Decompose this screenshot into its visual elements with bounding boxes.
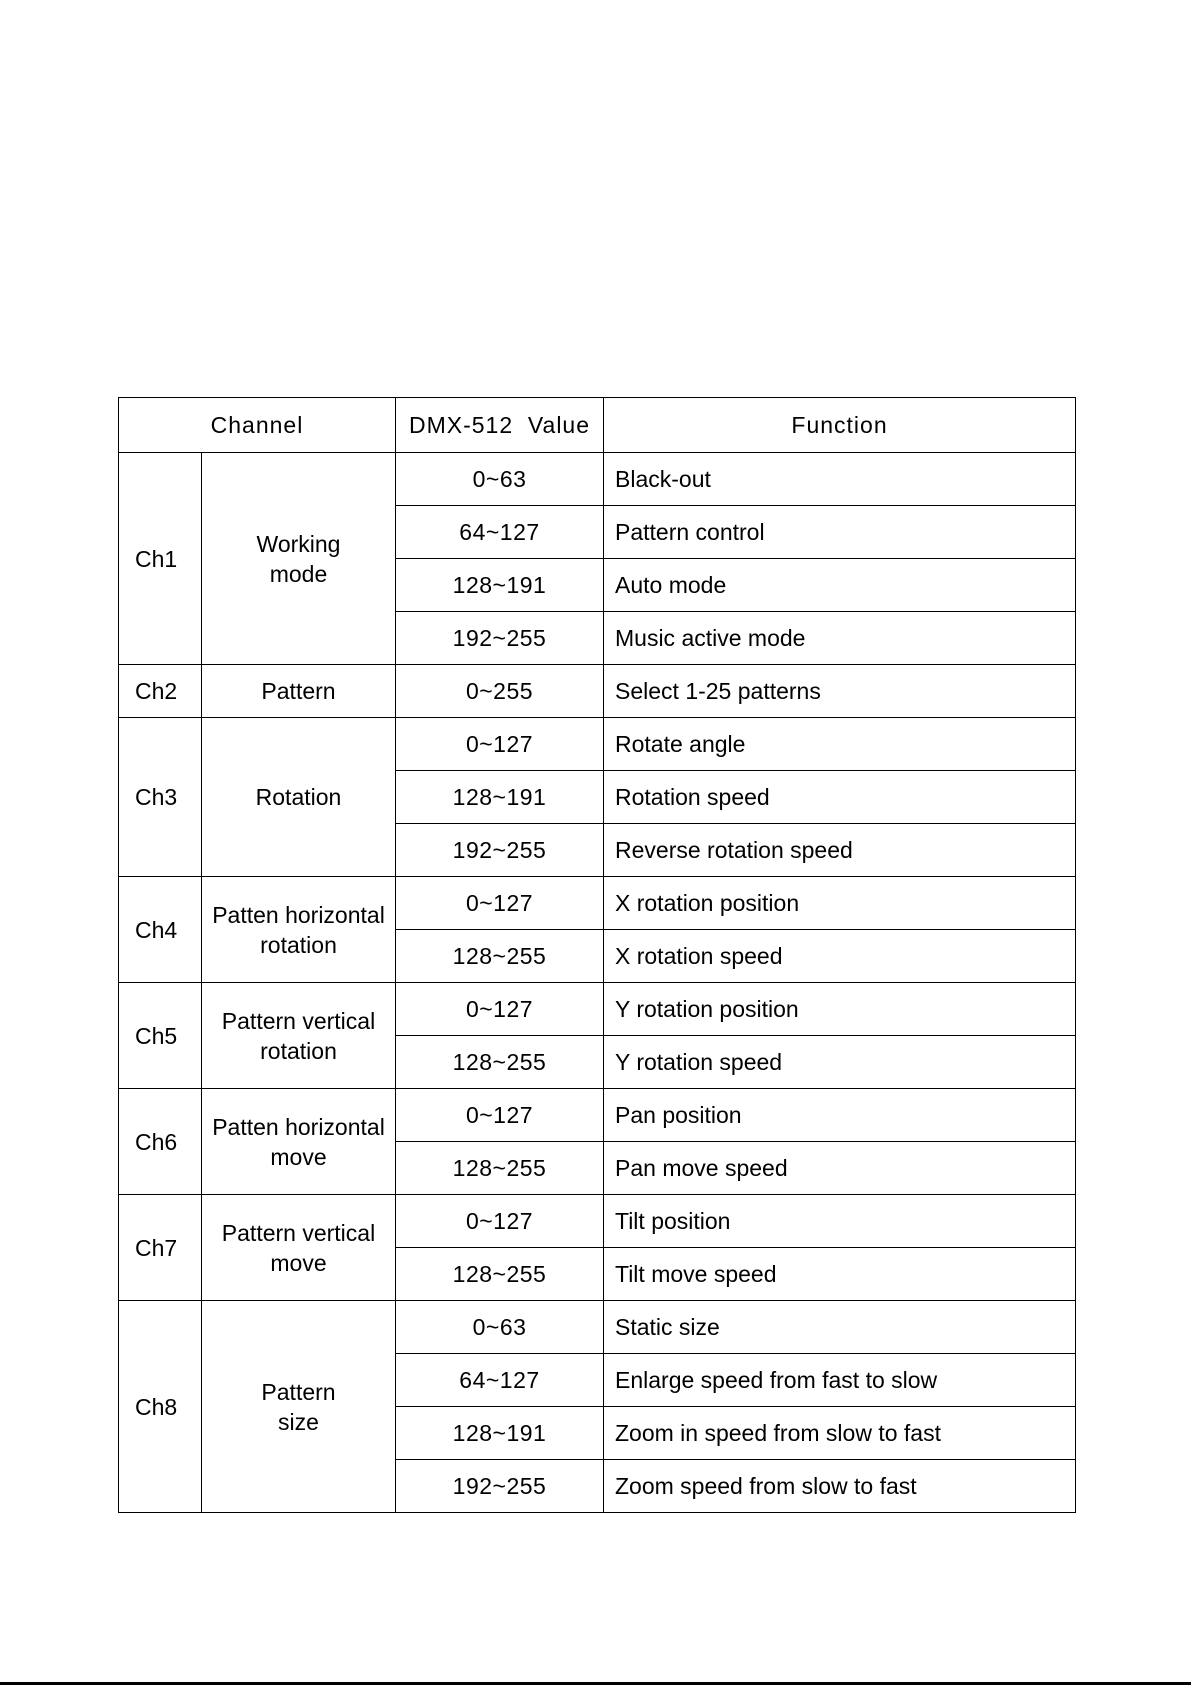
dmx-value-cell: 192~255 xyxy=(396,824,604,877)
table-body xyxy=(119,453,1076,1513)
channel-id: Ch8 xyxy=(119,1301,202,1513)
dmx-value-cell: 128~255 xyxy=(396,1036,604,1089)
dmx-value-cell: 64~127 xyxy=(396,506,604,559)
function-cell: X rotation speed xyxy=(604,930,1076,983)
table-row xyxy=(119,665,1076,718)
dmx-value-cell: 0~127 xyxy=(396,1195,604,1248)
header-channel: Channel xyxy=(119,398,396,453)
channel-name: Pattern vertical rotation xyxy=(202,983,396,1089)
header-dmx-value: DMX-512 Value xyxy=(396,398,604,453)
dmx-value-cell: 128~255 xyxy=(396,1142,604,1195)
dmx-value-cell: 0~255 xyxy=(396,665,604,718)
dmx-channel-table xyxy=(118,397,1076,1513)
channel-id: Ch4 xyxy=(119,877,202,983)
channel-id: Ch5 xyxy=(119,983,202,1089)
dmx-value-cell: 0~63 xyxy=(396,1301,604,1354)
function-cell: Pan move speed xyxy=(604,1142,1076,1195)
function-cell: Black-out xyxy=(604,453,1076,506)
function-cell: Y rotation speed xyxy=(604,1036,1076,1089)
function-cell: Rotation speed xyxy=(604,771,1076,824)
dmx-value-cell: 128~255 xyxy=(396,1248,604,1301)
channel-id: Ch2 xyxy=(119,665,202,718)
table-row xyxy=(119,983,1076,1036)
table-row xyxy=(119,877,1076,930)
dmx-value-cell: 0~127 xyxy=(396,877,604,930)
dmx-value-cell: 0~63 xyxy=(396,453,604,506)
function-cell: Y rotation position xyxy=(604,983,1076,1036)
dmx-value-cell: 0~127 xyxy=(396,1089,604,1142)
table-row xyxy=(119,1195,1076,1248)
function-cell: Pan position xyxy=(604,1089,1076,1142)
function-cell: Auto mode xyxy=(604,559,1076,612)
table-row xyxy=(119,453,1076,506)
channel-id: Ch3 xyxy=(119,718,202,877)
function-cell: Music active mode xyxy=(604,612,1076,665)
table-row xyxy=(119,1089,1076,1142)
dmx-value-cell: 128~255 xyxy=(396,930,604,983)
dmx-value-cell: 0~127 xyxy=(396,983,604,1036)
dmx-value-cell: 64~127 xyxy=(396,1354,604,1407)
dmx-value-cell: 192~255 xyxy=(396,1460,604,1513)
table-row xyxy=(119,718,1076,771)
table-row xyxy=(119,1301,1076,1354)
function-cell: X rotation position xyxy=(604,877,1076,930)
dmx-value-cell: 192~255 xyxy=(396,612,604,665)
channel-name: Pattern xyxy=(202,665,396,718)
function-cell: Pattern control xyxy=(604,506,1076,559)
dmx-value-cell: 128~191 xyxy=(396,559,604,612)
channel-name: Pattern vertical move xyxy=(202,1195,396,1301)
dmx-value-cell: 128~191 xyxy=(396,771,604,824)
channel-name: Patten horizontal move xyxy=(202,1089,396,1195)
table-header-row xyxy=(119,398,1076,453)
channel-id: Ch7 xyxy=(119,1195,202,1301)
function-cell: Rotate angle xyxy=(604,718,1076,771)
channel-name: Pattern size xyxy=(202,1301,396,1513)
header-function: Function xyxy=(604,398,1076,453)
function-cell: Reverse rotation speed xyxy=(604,824,1076,877)
channel-id: Ch1 xyxy=(119,453,202,665)
dmx-value-cell: 0~127 xyxy=(396,718,604,771)
channel-name: Working mode xyxy=(202,453,396,665)
function-cell: Zoom speed from slow to fast xyxy=(604,1460,1076,1513)
function-cell: Static size xyxy=(604,1301,1076,1354)
dmx-value-cell: 128~191 xyxy=(396,1407,604,1460)
function-cell: Select 1-25 patterns xyxy=(604,665,1076,718)
function-cell: Enlarge speed from fast to slow xyxy=(604,1354,1076,1407)
channel-name: Rotation xyxy=(202,718,396,877)
channel-name: Patten horizontal rotation xyxy=(202,877,396,983)
channel-id: Ch6 xyxy=(119,1089,202,1195)
function-cell: Tilt position xyxy=(604,1195,1076,1248)
function-cell: Tilt move speed xyxy=(604,1248,1076,1301)
function-cell: Zoom in speed from slow to fast xyxy=(604,1407,1076,1460)
